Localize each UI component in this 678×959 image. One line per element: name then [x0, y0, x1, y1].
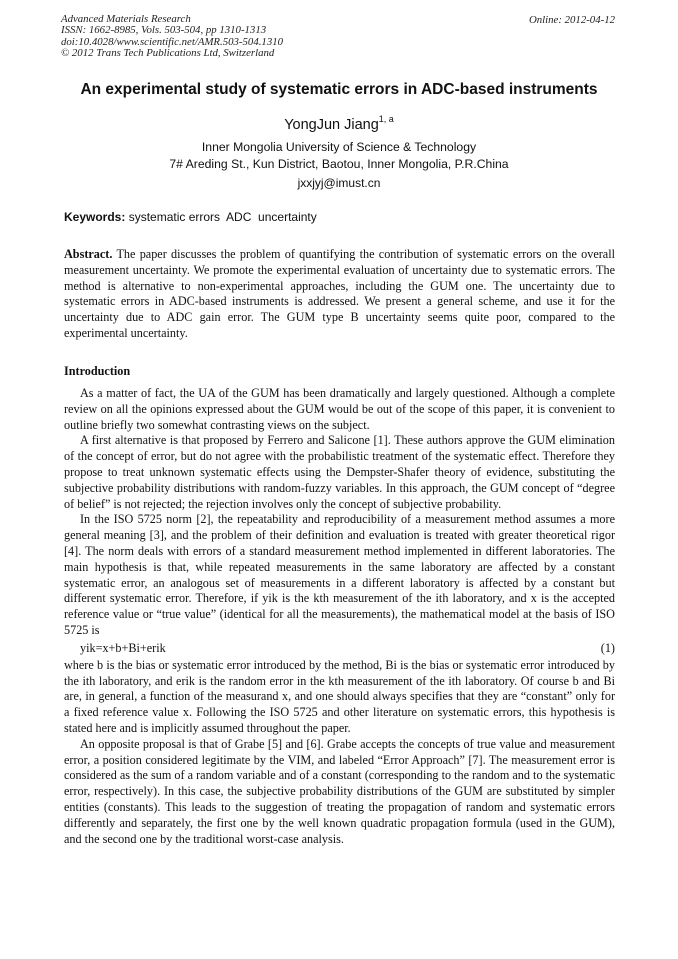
equation-number: (1) — [600, 640, 615, 655]
affiliation — [0, 139, 678, 172]
keywords — [64, 210, 317, 224]
affiliation-line-1: Inner Mongolia University of Science & Technology — [201, 140, 477, 154]
author-line — [0, 114, 678, 133]
online-date: Online: 2012-04-12 — [528, 14, 615, 26]
introduction-body — [64, 386, 615, 847]
doi-line: doi:10.4028/www.scientific.net/AMR.503-504.1310 — [61, 35, 284, 48]
equation-1 — [64, 641, 615, 658]
keywords-label: Keywords: — [64, 210, 126, 224]
intro-paragraph-5: An opposite proposal is that of Grabe [5] and [6]. Grabe accepts the concepts of true value and measurement error, a position considered legitimate by the VIM, and labeled “Error Approach” [7]. The measurement error is considered as the sum of a random variable and of a constant (corresponding to the random and to the systematic error, respectively). In this case, the subjective probability distributions of the GUM are substituted by simpler entities (constants). This leads to the suggestion of treating the propagation of random and systematic errors differently and separately, the first one by the well known quadratic propagation formula (used in the GUM), and the second one by the traditional worst-case analysis. — [64, 736, 615, 846]
issn-line: ISSN: 1662-8985, Vols. 503-504, pp 1310-1313 — [61, 24, 267, 37]
author-name: YongJun Jiang — [284, 117, 379, 133]
journal-name: Advanced Materials Research — [61, 13, 191, 25]
author-email[interactable]: jxxjyj@imust.cn — [297, 176, 381, 190]
section-heading-introduction: Introduction — [64, 364, 131, 378]
keywords-text: systematic errors ADC uncertainty — [125, 210, 317, 224]
equation-text: yik=x+b+Bi+erik — [80, 640, 166, 655]
intro-paragraph-3: In the ISO 5725 norm [2], the repeatability and reproducibility of a measurement method assumes a more general meaning [3], and the problem of their definition and evaluation is treated with greater theoretical rigor [4]. The norm deals with errors of a standard measurement method implemented in different laboratories. The main hypothesis is that, while repeated measurements in the same laboratory are affected by a constant systematic error, an analogous set of measurements in a different laboratory is affected by a constant but different systematic error. Therefore, if yik is the kth measurement of the ith laboratory, and x is the accepted reference value or “true value” (identical for all the measurements), the mathematical model at the basis of ISO 5725 is — [64, 512, 615, 637]
abstract-text: The paper discusses the problem of quantifying the contribution of systematic errors on the overall measurement uncertainty. We promote the experimental evaluation of uncertainty due to systematic errors. The method is alternative to non-experimental approaches, including the GUM one. The uncertainty due to systematic errors in ADC-based instruments is addressed. We present a general scheme, and use it for the uncertainty due to ADC gain error. The GUM type B uncertainty seems quite poor, compared to the experimental uncertainty. — [64, 247, 615, 340]
intro-paragraph-4: where b is the bias or systematic error introduced by the method, Bi is the bias or systematic error introduced by the ith laboratory, and erik is the random error in the kth measurement of the ith laboratory. Of course b and Bi are, in general, a function of the measurand x, and one should always specifies that they are “constant” only for a fixed reference value x. Following the ISO 5725 and other literature on systematic errors, this hypothesis is stated here and is implicitly assumed throughout the paper. — [64, 657, 615, 735]
copyright-line: © 2012 Trans Tech Publications Ltd, Switzerland — [61, 46, 275, 59]
intro-paragraph-2: A first alternative is that proposed by Ferrero and Salicone [1]. These authors approve the GUM elimination of the concept of error, but do not agree with the probabilistic treatment of the systematic effect. Therefore they propose to treat unknown systematic effects using the Dempster-Shafer theory of evidence, substituting the subjective probability distributions with random-fuzzy variables. In this approach, the GUM concept of “degree of belief” is not rejected; the rejection involves only the concept of subjective probability. — [64, 433, 615, 511]
intro-paragraph-1: As a matter of fact, the UA of the GUM has been dramatically and largely questioned. Although a complete review on all the opinions expressed about the GUM would be out of the scope of this paper, it is convenient to outline briefly two somewhat contrasting views on the subject. — [64, 386, 615, 432]
abstract — [64, 247, 615, 342]
paper-title: An experimental study of systematic errors in ADC-based instruments — [80, 81, 598, 98]
journal-header — [61, 14, 283, 59]
affiliation-line-2: 7# Areding St., Kun District, Baotou, Inner Mongolia, P.R.China — [169, 156, 509, 171]
author-superscript: 1, a — [378, 114, 394, 124]
abstract-label: Abstract. — [64, 247, 113, 261]
